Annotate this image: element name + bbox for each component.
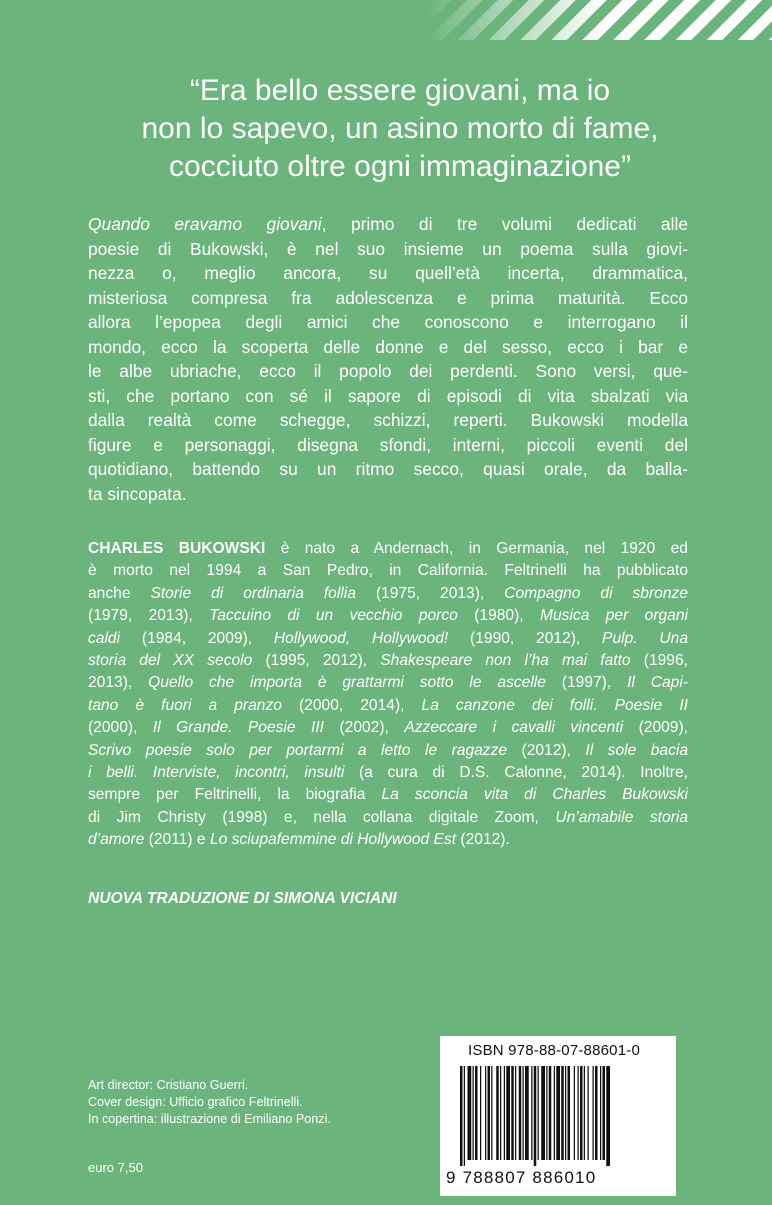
bio-text: è nato a Andernach, in Germania, nel 1920 ed [265,540,688,557]
barcode-bar [595,1066,598,1160]
isbn-barcode [440,1036,676,1196]
bio-text: (2011) e [144,831,210,849]
barcode-bar [525,1066,529,1160]
barcode-bar [603,1066,606,1160]
barcode-bar [485,1066,486,1160]
bio-line [88,740,688,762]
bio-line [88,807,688,829]
work-title: Lo sciupafemmine di Hollywood Est [209,831,457,849]
barcode-bar [496,1066,499,1160]
barcode-bar [593,1066,594,1160]
bio-text: (1995, 2012), [252,652,381,670]
bio-line [88,762,688,784]
work-title: Scrivo poesie solo per portarmi a letto le ragazze [88,741,508,759]
bio-text: (2002), [324,719,405,737]
barcode-bar [519,1066,522,1160]
blurb-line: le albe ubriache, ecco il popolo dei perdenti. Sono versi, que- [88,361,688,381]
barcode-bar [515,1066,516,1160]
barcode-bar [578,1066,579,1160]
pull-quote [80,72,720,186]
blurb-line [88,212,688,237]
barcode-bar [491,1066,492,1160]
bio-text: (1990, 2012), [448,629,603,647]
bio-text: (1975, 2013), [355,584,505,602]
book-blurb [88,212,688,506]
price-label: euro 7,50 [88,1160,143,1175]
work-title: Il Grande. Poesie III [152,719,325,737]
isbn-label: ISBN 978-88-07-88601-0 [468,1042,641,1059]
bio-text: anche [88,584,151,602]
barcode-bar [554,1066,555,1160]
barcode-bar [534,1066,537,1166]
work-title: Storie di ordinaria follia [150,584,356,602]
work-title: caldi [88,629,121,647]
blurb-text: , primo di tre volumi dedicati alle [321,214,688,234]
work-title: Pulp. Una [602,629,688,647]
barcode-bar [511,1066,514,1160]
blurb-line: poesie di Bukowski, è nel suo insieme un poema sulla giovi- [88,238,688,259]
bio-line [88,784,688,806]
blurb-line: sti, che portano con sé il sapore di episodi di vita sbalzati via [88,385,688,406]
book-title: Quando eravamo giovani [88,214,322,234]
quote-line: non lo sapevo, un asino morto di fame, [141,112,659,145]
barcode-bar [584,1066,585,1160]
barcode-bar [468,1066,472,1160]
credit-line: Cover design: Ufficio grafico Feltrinelli. [88,1095,303,1109]
barcode-bar [531,1066,532,1160]
design-credits [88,1077,331,1128]
work-title: Il sole bacia [585,741,689,759]
quote-line: cocciuto oltre ogni immaginazione” [169,150,631,183]
bio-text: 2013), [88,674,149,692]
bio-text: (2012). [456,831,510,849]
bio-text: (1997), [545,674,628,692]
bio-line [88,717,688,739]
barcode-bar [546,1066,547,1160]
quote-line: “Era bello essere giovani, ma io [189,74,611,107]
work-title: storia del XX secolo [88,652,253,670]
bio-text: (2009), [623,719,688,737]
barcode-bar [538,1066,539,1160]
bio-line [88,583,688,605]
work-title: Taccuino di un vecchio porco [209,607,458,625]
work-title: i belli. Interviste, incontri, insulti [88,764,345,782]
barcode-bar [464,1066,465,1166]
barcode-bar [588,1066,589,1160]
bio-text: (1980), [457,607,540,625]
author-name: CHARLES BUKOWSKI [88,540,266,557]
barcode-bar [504,1066,505,1160]
work-title: Compagno di sbronze [504,584,688,602]
work-title: Musica per organi [539,607,688,625]
work-title: La canzone dei folli. Poesie II [421,696,688,714]
blurb-line: dalla realtà come schegge, schizzi, reperti. Bukowski modella [88,410,688,430]
stripe-fade [0,0,772,40]
credit-line: Art director: Cristiano Guerri. [88,1078,249,1092]
bio-line [88,605,688,627]
blurb-line: figure e personaggi, disegna sfondi, interni, piccoli eventi del [88,434,688,455]
bio-line [88,538,688,560]
author-bio [88,538,688,852]
blurb-line: nezza o, meglio ancora, su quell’età incerta, drammatica, [88,263,688,283]
bio-line [88,672,688,694]
barcode-bar [606,1066,610,1166]
work-title: Shakespeare non l’ha mai fatto [380,652,631,670]
barcode-bar [549,1066,552,1160]
bio-line [88,650,688,672]
barcode-bar [541,1066,545,1160]
work-title: Quello che importa è grattarmi sotto le ascelle [148,674,546,692]
bio-line [88,695,688,717]
barcode-bar [565,1066,566,1160]
bio-text: (2000), [88,719,153,737]
barcode-bar [500,1066,501,1160]
barcode-bar [561,1066,564,1160]
barcode-bar [475,1066,478,1160]
barcode-bar [600,1066,601,1160]
barcode-bar [488,1066,491,1160]
blurb-line: allora l’epopea degli amici che conoscono e interrogano il [88,312,688,332]
blurb-line: misteriosa compresa fra adolescenza e prima maturità. Ecco [88,287,688,308]
blurb-line: mondo, ecco la scoperta delle donne e del sesso, ecco i bar e [88,336,688,357]
bio-text: (a cura di D.S. Calonne, 2014). Inoltre, [344,764,688,782]
barcode-bar [480,1066,481,1160]
blurb-line: quotidiano, battendo su un ritmo secco, quasi orale, da balla- [88,459,688,479]
barcode-bar [574,1066,575,1160]
work-title: Hollywood, Hollywood! [273,629,449,647]
work-title: La sconcia vita di Charles Bukowski [381,786,688,804]
bio-text: sempre per Feltrinelli, la biografia [88,786,382,804]
bio-text: (1984, 2009), [120,629,274,647]
credit-line: In copertina: illustrazione di Emiliano Ponzi. [88,1112,331,1126]
barcode-bar [568,1066,571,1160]
bio-text: di Jim Christy (1998) e, nella collana digitale Zoom, [88,808,556,826]
bio-text: (1979, 2013), [88,607,210,625]
work-title: tano è fuori a pranzo [88,696,282,714]
barcode-digits: 9 788807 886010 [446,1168,597,1187]
bio-text: (2012), [507,741,586,759]
blurb-line: ta sincopata. [88,483,187,504]
work-title: Azzeccare i cavalli vincenti [404,719,624,737]
work-title: d’amore [88,831,145,849]
bio-line [88,829,688,851]
bio-line [88,628,688,650]
barcode-bar [473,1066,474,1160]
work-title: Un’amabile storia [555,808,688,826]
bio-text: (2000, 2014), [281,696,422,714]
work-title: Il Capi- [627,674,688,692]
barcode-bar [580,1066,583,1160]
barcode-bar [556,1066,560,1160]
bio-text: (1996, [630,652,688,670]
barcode-bar [506,1066,510,1160]
bio-line: è morto nel 1994 a San Pedro, in California. Feltrinelli ha pubblicato [88,562,688,580]
barcode-bar [460,1066,463,1166]
barcode-bar [523,1066,524,1160]
translator-credit: NUOVA TRADUZIONE DI SIMONA VICIANI [88,890,397,907]
barcode-bars [460,1066,660,1166]
